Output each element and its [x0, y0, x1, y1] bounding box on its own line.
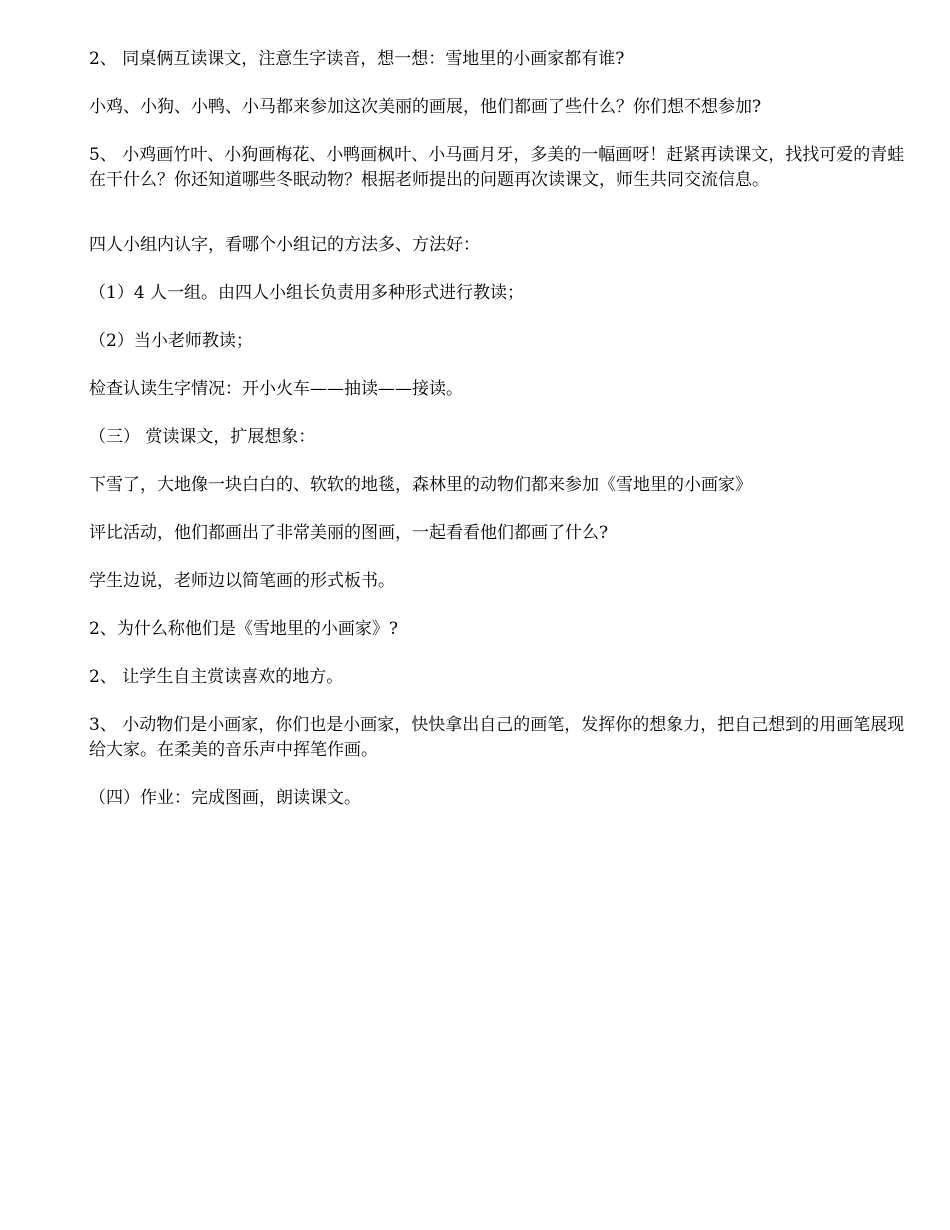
- paragraph-group-step-2: （2）当小老师教读；: [89, 331, 253, 351]
- paragraph-what-they-drew: 5、 小鸡画竹叶、小狗画梅花、小鸭画枫叶、小马画月牙，多美的一幅画呀！赶紧再读课文，找找可爱的青蛙在干什么？你还知道哪些冬眠动物？根据老师提出的问题再次读课文，师生共同交流信息。: [89, 145, 905, 190]
- paragraph-draw-activity: 3、 小动物们是小画家，你们也是小画家，快快拿出自己的画笔，发挥你的想象力，把自己想到的用画笔展现给大家。在柔美的音乐声中挥笔作画。: [89, 715, 905, 760]
- section-heading-appreciate-reading: （三） 赏读课文，扩展想象：: [89, 427, 316, 447]
- paragraph-why-little-painters: 2、为什么称他们是《雪地里的小画家》?: [89, 619, 398, 639]
- paragraph-self-reading: 2、 让学生自主赏读喜欢的地方。: [89, 667, 344, 687]
- paragraph-snow-scene: 下雪了，大地像一块白白的、软软的地毯，森林里的动物们都来参加《雪地里的小画家》: [89, 475, 752, 495]
- paragraph-blackboard: 学生边说，老师边以简笔画的形式板书。: [89, 571, 395, 591]
- section-heading-homework: （四）作业：完成图画，朗读课文。: [89, 788, 361, 808]
- paragraph-group-step-1: （1）4 人一组。由四人小组长负责用多种形式进行教读；: [89, 283, 525, 303]
- paragraph-animals-exhibition: 小鸡、小狗、小鸭、小马都来参加这次美丽的画展，他们都画了些什么？你们想不想参加?: [89, 97, 762, 117]
- paragraph-check-reading: 检查认读生字情况：开小火车——抽读——接读。: [89, 379, 463, 399]
- paragraph-read-in-pairs: 2、 同桌俩互读课文，注意生字读音，想一想：雪地里的小画家都有谁?: [89, 49, 625, 69]
- paragraph-group-learning: 四人小组内认字，看哪个小组记的方法多、方法好：: [89, 235, 480, 255]
- paragraph-contest: 评比活动，他们都画出了非常美丽的图画，一起看看他们都画了什么?: [89, 523, 609, 543]
